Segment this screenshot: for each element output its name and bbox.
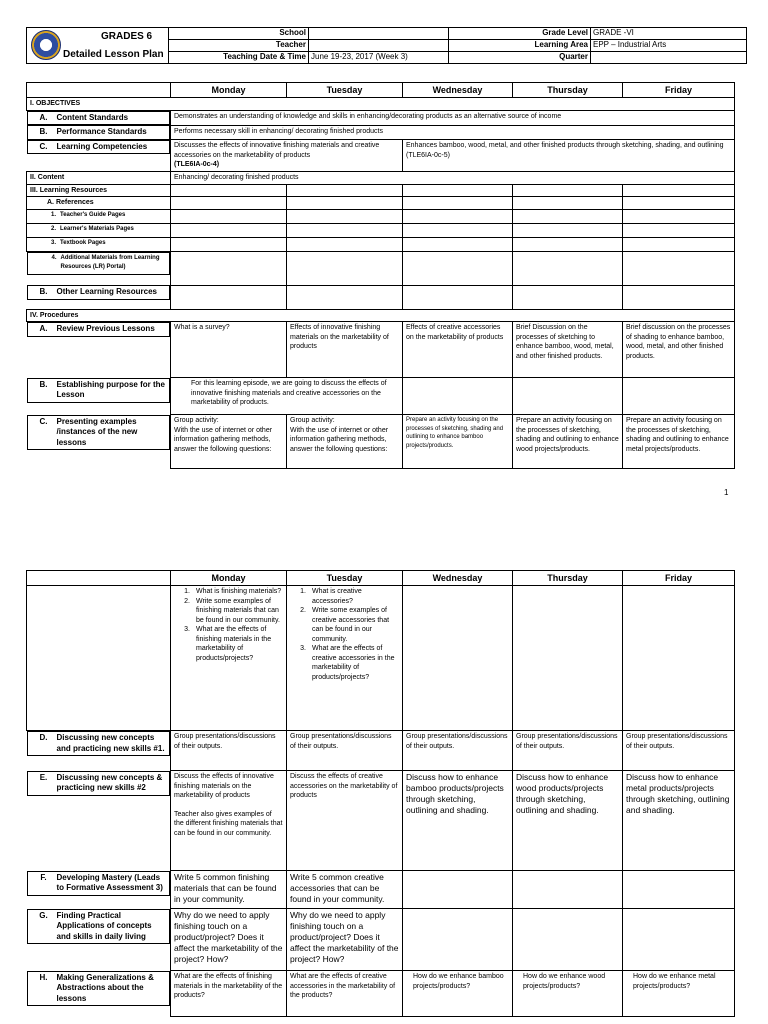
quarter-label: Quarter: [449, 52, 591, 64]
resource-item: 2. Learner's Materials Pages: [27, 223, 171, 237]
content-standards-label: A. Content Standards: [27, 111, 171, 126]
discussing-2-label: E. Discussing new concepts & practicing new skills #2: [27, 771, 171, 796]
objectives-heading: I. OBJECTIVES: [27, 98, 735, 111]
list-item: 3. What are the effects of finishing materials in the marketability of products/projects?: [184, 626, 272, 662]
competencies-wed-fri: Enhances bamboo, wood, metal, and other finished products through sketching, shading, and outlining (TLE6IA-0c-5): [403, 140, 735, 172]
lesson-plan-table-page-2: [26, 570, 735, 1017]
day-header-monday: Monday: [171, 571, 287, 586]
practical-label: G. Finding Practical Applications of concepts and skills in daily living: [27, 909, 171, 945]
references-heading: A. References: [27, 197, 171, 210]
discussing-1-wednesday: Group presentations/discussions of their outputs.: [403, 731, 513, 771]
discussing-2-wednesday: Discuss how to enhance bamboo products/projects through sketching, outlining and shading.: [403, 771, 513, 871]
discussing-2-tuesday: Discuss the effects of creative accessories on the marketability of products: [287, 771, 403, 871]
day-header-wednesday: Wednesday: [403, 83, 513, 98]
list-item: 1. What is creative accessories?: [300, 588, 362, 605]
performance-standards-text: Performs necessary skill in enhancing/ decorating finished products: [171, 125, 735, 140]
grades-title: GRADES 6: [101, 31, 153, 42]
page-number: 1: [724, 488, 729, 497]
header-logo-cell: [27, 28, 169, 64]
date-value: June 19-23, 2017 (Week 3): [309, 52, 449, 64]
school-value: [309, 28, 449, 40]
teacher-value: [309, 40, 449, 52]
competencies-mon-tue: Discusses the effects of innovative finishing materials and creative accessories on the marketability of products (TLE6IA-0c-4): [171, 140, 403, 172]
mastery-tuesday: Write 5 common creative accessories that can be found in your community.: [287, 871, 403, 909]
day-header-thursday: Thursday: [513, 571, 623, 586]
review-wednesday: Effects of creative accessories on the marketability of products: [403, 322, 513, 378]
purpose-text: For this learning episode, we are going to discuss the effects of innovative finishing materials and creative accessories on the marketability of products.: [171, 378, 403, 415]
examples-tuesday: Group activity: With the use of internet or other information gathering methods, answer the following questions:: [287, 415, 403, 469]
discussing-2-friday: Discuss how to enhance metal products/projects through sketching, outlining and shading.: [623, 771, 735, 871]
review-monday: What is a survey?: [171, 322, 287, 378]
day-header-wednesday: Wednesday: [403, 571, 513, 586]
generalizations-wednesday: How do we enhance bamboo projects/products?: [403, 971, 513, 1017]
mastery-monday: Write 5 common finishing materials that can be found in your community.: [171, 871, 287, 909]
other-resources-label: B. Other Learning Resources: [27, 285, 171, 300]
discussing-2-thursday: Discuss how to enhance wood products/projects through sketching, outlining and shading.: [513, 771, 623, 871]
generalizations-monday: What are the effects of finishing materials in the marketability of the products?: [171, 971, 287, 1017]
mastery-label: F. Developing Mastery (Leads to Formative Assessment 3): [27, 871, 171, 896]
discussing-1-monday: Group presentations/discussions of their outputs.: [171, 731, 287, 771]
discussing-2-monday: Discuss the effects of innovative finishing materials on the marketability of products Teacher also gives examples of the different finishing materials that can be found in our community.: [171, 771, 287, 871]
day-header-friday: Friday: [623, 83, 735, 98]
purpose-label: B. Establishing purpose for the Lesson: [27, 378, 171, 403]
examples-wednesday: Prepare an activity focusing on the processes of sketching, shading and outlining to enhance bamboo projects/products.: [403, 415, 513, 469]
list-item: 3. What are the effects of creative accessories in the marketability of products/projects?: [300, 645, 395, 681]
header-table: [26, 27, 747, 64]
day-header-friday: Friday: [623, 571, 735, 586]
list-item: 2. Write some examples of finishing materials that can be found in our community.: [184, 597, 280, 624]
review-label: A. Review Previous Lessons: [27, 322, 171, 337]
discussing-1-friday: Group presentations/discussions of their outputs.: [623, 731, 735, 771]
review-thursday: Brief Discussion on the processes of sketching to enhance bamboo, wood, metal, and other finished products.: [513, 322, 623, 378]
examples-friday: Prepare an activity focusing on the processes of sketching, shading and outlining to enhance metal projects/products.: [623, 415, 735, 469]
learning-area-value: EPP – Industrial Arts: [591, 40, 747, 52]
resource-item: 4. Additional Materials from Learning Resources (LR) Portal): [27, 252, 171, 275]
discussing-1-thursday: Group presentations/discussions of their outputs.: [513, 731, 623, 771]
questions-monday: [171, 586, 287, 731]
learning-competencies-label: C. Learning Competencies: [27, 140, 171, 155]
grade-level-label: Grade Level: [449, 28, 591, 40]
resource-item: 1. Teacher's Guide Pages: [27, 209, 171, 223]
deped-seal-icon: [31, 30, 61, 60]
grade-level-value: GRADE -VI: [591, 28, 747, 40]
date-label: Teaching Date & Time: [169, 52, 309, 64]
learning-area-label: Learning Area: [449, 40, 591, 52]
resource-item: 3. Textbook Pages: [27, 237, 171, 251]
examples-thursday: Prepare an activity focusing on the processes of sketching, shading and outlining to enhance wood projects/products.: [513, 415, 623, 469]
lesson-plan-table-page-1: [26, 82, 735, 469]
school-label: School: [169, 28, 309, 40]
generalizations-thursday: How do we enhance wood projects/products?: [513, 971, 623, 1017]
review-tuesday: Effects of innovative finishing materials on the marketability of products: [287, 322, 403, 378]
examples-monday: Group activity: With the use of internet or other information gathering methods, answer the following questions:: [171, 415, 287, 469]
content-standards-text: Demonstrates an understanding of knowledge and skills in enhancing/decorating products as an alternative source of income: [171, 110, 735, 125]
examples-label: C. Presenting examples /instances of the new lessons: [27, 415, 171, 451]
review-friday: Brief discussion on the processes of shading to enhance bamboo, wood, metal, and other finished products.: [623, 322, 735, 378]
day-header-monday: Monday: [171, 83, 287, 98]
generalizations-tuesday: What are the effects of creative accessories in the marketability of the products?: [287, 971, 403, 1017]
learning-resources-heading: III. Learning Resources: [27, 184, 171, 197]
content-heading: II. Content: [27, 172, 171, 185]
procedures-heading: IV. Procedures: [27, 309, 735, 322]
list-item: 2. Write some examples of creative accessories that can be found in our community.: [300, 607, 390, 643]
questions-tuesday: [287, 586, 403, 731]
teacher-label: Teacher: [169, 40, 309, 52]
day-header-tuesday: Tuesday: [287, 571, 403, 586]
quarter-value: [591, 52, 747, 64]
generalizations-friday: How do we enhance metal projects/products?: [623, 971, 735, 1017]
list-item: 1. What is finishing materials?: [184, 588, 282, 595]
practical-tuesday: Why do we need to apply finishing touch on a product/project? Does it affect the marketability of the project? How?: [287, 909, 403, 971]
generalizations-label: H. Making Generalizations & Abstractions about the lessons: [27, 971, 171, 1007]
day-header-thursday: Thursday: [513, 83, 623, 98]
plan-title: Detailed Lesson Plan: [63, 49, 164, 60]
performance-standards-label: B. Performance Standards: [27, 125, 171, 140]
practical-monday: Why do we need to apply finishing touch on a product/project? Does it affect the marketability of the project? How?: [171, 909, 287, 971]
content-text: Enhancing/ decorating finished products: [171, 172, 735, 185]
discussing-1-tuesday: Group presentations/discussions of their outputs.: [287, 731, 403, 771]
discussing-1-label: D. Discussing new concepts and practicing new skills #1.: [27, 731, 171, 756]
day-header-tuesday: Tuesday: [287, 83, 403, 98]
